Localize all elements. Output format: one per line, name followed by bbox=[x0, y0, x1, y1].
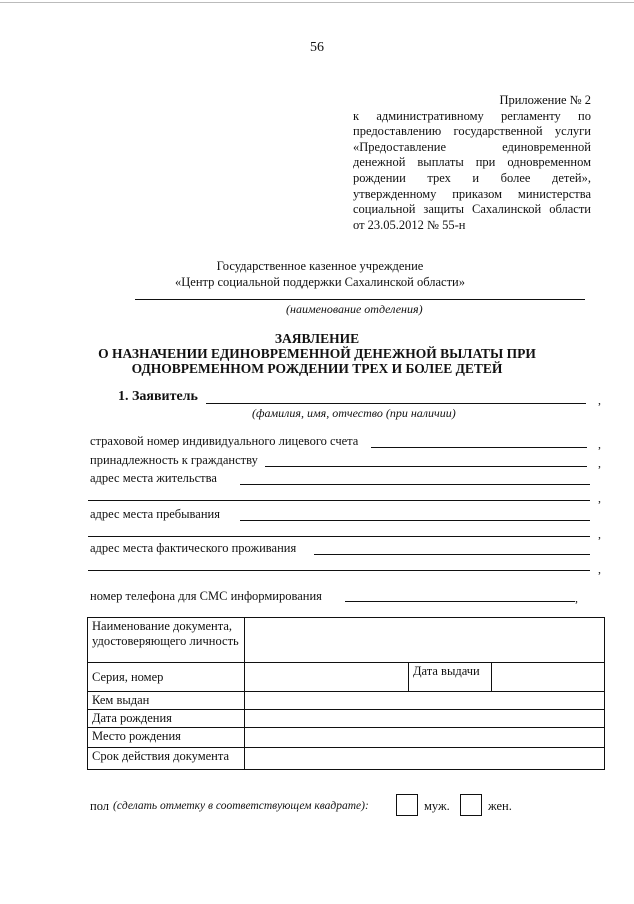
issue-date-label: Дата выдачи bbox=[409, 663, 492, 692]
applicant-name-line[interactable] bbox=[206, 403, 586, 404]
residence-input-line-2[interactable] bbox=[88, 500, 590, 501]
organization-line-2: «Центр социальной поддержки Сахалинской области» bbox=[175, 275, 465, 289]
residence-label: адрес места жительства bbox=[90, 471, 217, 485]
gender-hint: (сделать отметку в соответствующем квадрате): bbox=[113, 800, 369, 812]
gender-label: пол bbox=[90, 799, 110, 813]
applicant-name-hint: (фамилия, имя, отчество (при наличии) bbox=[252, 406, 456, 420]
document-title-line-2: О НАЗНАЧЕНИИ ЕДИНОВРЕМЕННОЙ ДЕНЕЖНОЙ ВЫЛАТЫ ПРИ bbox=[98, 346, 536, 361]
department-line[interactable] bbox=[135, 299, 585, 300]
applicant-heading: 1. Заявитель bbox=[118, 389, 198, 404]
organization-line-1: Государственное казенное учреждение bbox=[216, 259, 424, 273]
actual-address-input-line-2[interactable] bbox=[88, 570, 590, 571]
actual-address-input-line[interactable] bbox=[314, 554, 590, 555]
female-label: жен. bbox=[488, 799, 512, 813]
citizenship-input-line[interactable] bbox=[265, 466, 587, 467]
department-hint: (наименование отделения) bbox=[286, 302, 423, 316]
birth-place-value[interactable] bbox=[245, 728, 605, 748]
phone-input-line[interactable] bbox=[345, 601, 575, 602]
doc-name-label: Наименование документа, удостоверяющего личность bbox=[88, 618, 245, 663]
comma: , bbox=[598, 393, 601, 407]
stay-input-line-2[interactable] bbox=[88, 536, 590, 537]
birth-place-label: Место рождения bbox=[88, 728, 245, 748]
issued-by-value[interactable] bbox=[245, 692, 605, 710]
appendix-text: к административному регламенту по предоставлению государственной услуги «Предоставление единовременной денежной выплаты при одновременном рождении трех и более детей», утвержденному приказом министерства социальной защиты Сахалинской области от 23.05.2012 № 55-н bbox=[353, 108, 591, 232]
stay-input-line[interactable] bbox=[240, 520, 590, 521]
birth-date-value[interactable] bbox=[245, 710, 605, 728]
issue-date-value[interactable] bbox=[492, 663, 605, 692]
series-number-label: Серия, номер bbox=[88, 663, 245, 692]
actual-address-label: адрес места фактического проживания bbox=[90, 541, 297, 555]
male-checkbox[interactable] bbox=[396, 794, 418, 816]
comma: , bbox=[598, 562, 601, 576]
male-label: муж. bbox=[424, 799, 450, 813]
doc-name-value[interactable] bbox=[245, 618, 605, 663]
citizenship-label: принадлежность к гражданству bbox=[90, 453, 258, 467]
residence-input-line[interactable] bbox=[240, 484, 590, 485]
snils-label: страховой номер индивидуального лицевого счета bbox=[90, 434, 359, 448]
appendix-block bbox=[353, 93, 591, 233]
comma: , bbox=[598, 456, 601, 470]
issued-by-label: Кем выдан bbox=[88, 692, 245, 710]
page-top-rule bbox=[0, 2, 634, 3]
birth-date-label: Дата рождения bbox=[88, 710, 245, 728]
series-number-value[interactable] bbox=[245, 663, 409, 692]
appendix-title: Приложение № 2 bbox=[499, 93, 591, 107]
document-title: ЗАЯВЛЕНИЕ bbox=[274, 331, 360, 346]
id-document-table bbox=[87, 617, 605, 770]
comma: , bbox=[598, 491, 601, 505]
female-checkbox[interactable] bbox=[460, 794, 482, 816]
phone-label: номер телефона для СМС информирования bbox=[90, 589, 322, 603]
page-number: 56 bbox=[310, 40, 324, 55]
comma: , bbox=[575, 591, 578, 605]
stay-label: адрес места пребывания bbox=[90, 507, 220, 521]
comma: , bbox=[598, 437, 601, 451]
validity-label: Срок действия документа bbox=[88, 748, 245, 770]
snils-input-line[interactable] bbox=[371, 447, 587, 448]
document-title-line-3: ОДНОВРЕМЕННОМ РОЖДЕНИИ ТРЕХ И БОЛЕЕ ДЕТЕЙ bbox=[131, 361, 503, 376]
comma: , bbox=[598, 527, 601, 541]
validity-value[interactable] bbox=[245, 748, 605, 770]
